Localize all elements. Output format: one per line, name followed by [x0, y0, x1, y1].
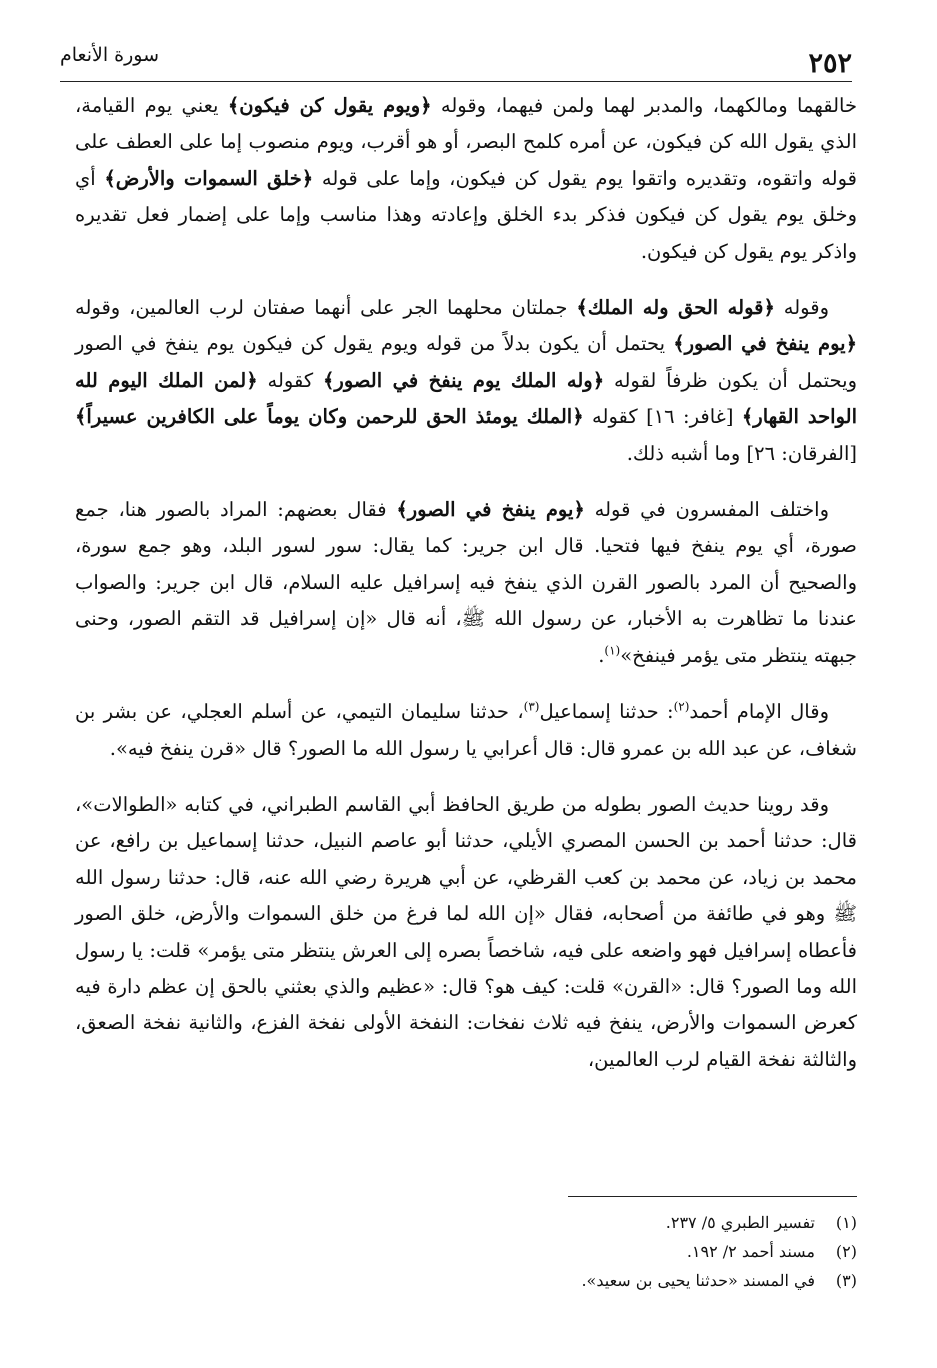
- quran-quote: ﴿وله الملك يوم ينفخ في الصور﴾: [322, 368, 605, 392]
- footnotes: [75, 1208, 857, 1295]
- body-text: [75, 88, 857, 1098]
- quran-quote: ﴿لمن الملك اليوم لله الواحد القهار﴾: [75, 368, 858, 429]
- text-segment: وقال الإمام أحمد: [689, 700, 829, 724]
- quran-quote: ﴿الملك يومئذ الحق للرحمن وكان يوماً على الكافرين عسيراً﴾: [75, 405, 584, 429]
- text-segment: وقد روينا حديث الصور بطوله من طريق الحافظ أبي القاسم الطبراني، في كتابه «الطوالات»، قال: حدثنا أحمد بن الحسن المصري الأيلي، حدثنا أبو عاصم النبيل، حدثنا إسماعيل بن رافع، عن محمد بن زياد، عن محمد بن كعب القرظي، عن أبي هريرة رضي الله عنه، قال: حدثنا رسول الله ﷺ وهو في طائفة من أصحابه، فقال «إن الله لما فرغ من خلق السموات والأرض، خلق الصور فأعطاه إسرافيل فهو واضعه على فيه، شاخصاً بصره إلى العرش ينتظر متى يؤمر» قلت: يا رسول الله وما الصور؟ قال: «القرن» قلت: كيف هو؟ قال: «عظيم والذي بعثني بالحق إن عظم دارة فيه كعرض السموات والأرض، ينفخ فيه ثلاث نفخات: النفخة الأولى نفخة الفزع، والثانية نفخة الصعق، والثالثة نفخة القيام لرب العالمين،: [75, 792, 857, 1071]
- paragraph-p5: [75, 787, 857, 1078]
- footnote-divider: [568, 1196, 857, 1197]
- footnote-item: [75, 1208, 857, 1237]
- footnote-text: مسند أحمد ٢/ ١٩٢.: [686, 1242, 815, 1261]
- text-segment: وقوله: [774, 296, 829, 320]
- text-segment: يعني يوم القيامة، الذي يقول الله كن فيكون، عن أمره كلمح البصر، أو هو أقرب، ويوم منصوب إما على العطف على قوله واتقوه، وتقديره واتقوا يوم يقول كن فيكون، وإما على قوله: [75, 94, 858, 190]
- text-segment: : حدثنا إسماعيل: [539, 700, 674, 724]
- footnote-item: [75, 1237, 857, 1266]
- header-divider: [60, 81, 852, 82]
- page-header: [60, 44, 852, 80]
- paragraph-p3: [75, 492, 857, 674]
- text-segment: [غافر: ١٦] كقوله: [583, 405, 742, 429]
- text-segment: جملتان محلهما الجر على أنهما صفتان لرب العالمين، وقوله: [75, 296, 577, 320]
- text-segment: كقوله: [257, 368, 323, 392]
- text-segment: يحتمل أن يكون بدلاً من قوله ويوم يقول كن فيكون يوم ينفخ في الصور ويحتمل أن يكون ظرفاً لقوله: [75, 332, 857, 392]
- footnote-number: (٣): [835, 1271, 857, 1290]
- footnote-number: (١): [835, 1213, 857, 1232]
- quran-quote: ﴿يوم ينفخ في الصور﴾: [396, 498, 585, 522]
- quran-quote: ﴿خلق السموات والأرض﴾: [104, 166, 314, 190]
- footnote-text: تفسير الطبري ٥/ ٢٣٧.: [665, 1213, 815, 1232]
- paragraph-p1: [75, 88, 857, 270]
- quran-quote: ﴿يوم ينفخ في الصور﴾: [673, 332, 858, 356]
- paragraph-p2: [75, 290, 857, 472]
- text-segment: ، حدثنا سليمان التيمي، عن أسلم العجلي، عن بشر بن شغاف، عن عبد الله بن عمرو قال: قال أعرابي يا رسول الله ما الصور؟ قال «قرن ينفخ فيه».: [75, 700, 857, 760]
- footnote-number: (٢): [835, 1242, 857, 1261]
- footnote-ref: (١): [604, 643, 621, 658]
- text-segment: خالقهما ومالكهما، والمدبر لهما ولمن فيهما، وقوله: [431, 94, 858, 117]
- text-segment: فقال بعضهم: المراد بالصور هنا، جمع صورة، أي يوم ينفخ فيها فتحيا. قال ابن جرير: كما يقال: سور لسور البلد، وهو جمع سورة، والصحيح أن المرد بالصور القرن الذي ينفخ فيه إسرافيل عليه السلام، قال ابن جرير: والصواب عندنا ما تظاهرت به الأخبار، عن رسول الله ﷺ، أنه قال «إن إسرافيل قد التقم الصور، وحنى جبهته ينتظر متى يؤمر فينفخ»: [75, 498, 857, 667]
- quran-quote: ﴿قوله الحق وله الملك﴾: [576, 296, 775, 320]
- footnote-ref: (٢): [673, 699, 690, 714]
- quran-quote: ﴿ويوم يقول كن فيكون﴾: [227, 94, 432, 117]
- footnote-item: [75, 1266, 857, 1295]
- footnote-text: في المسند «حدثنا يحيى بن سعيد».: [581, 1271, 815, 1290]
- page-number: ٢٥٢: [808, 48, 852, 79]
- text-segment: .: [598, 643, 605, 667]
- surah-title: سورة الأنعام: [60, 44, 160, 66]
- text-segment: أي وخلق يوم يقول كن فيكون فذكر بدء الخلق وإعادته وهذا مناسب وإما على إضمار فعل تقديره واذكر يوم يقول كن فيكون.: [75, 166, 857, 263]
- paragraph-p4: [75, 694, 857, 767]
- footnote-ref: (٣): [523, 699, 540, 714]
- text-segment: [الفرقان: ٢٦] وما أشبه ذلك.: [626, 441, 857, 465]
- text-segment: واختلف المفسرون في قوله: [584, 498, 830, 522]
